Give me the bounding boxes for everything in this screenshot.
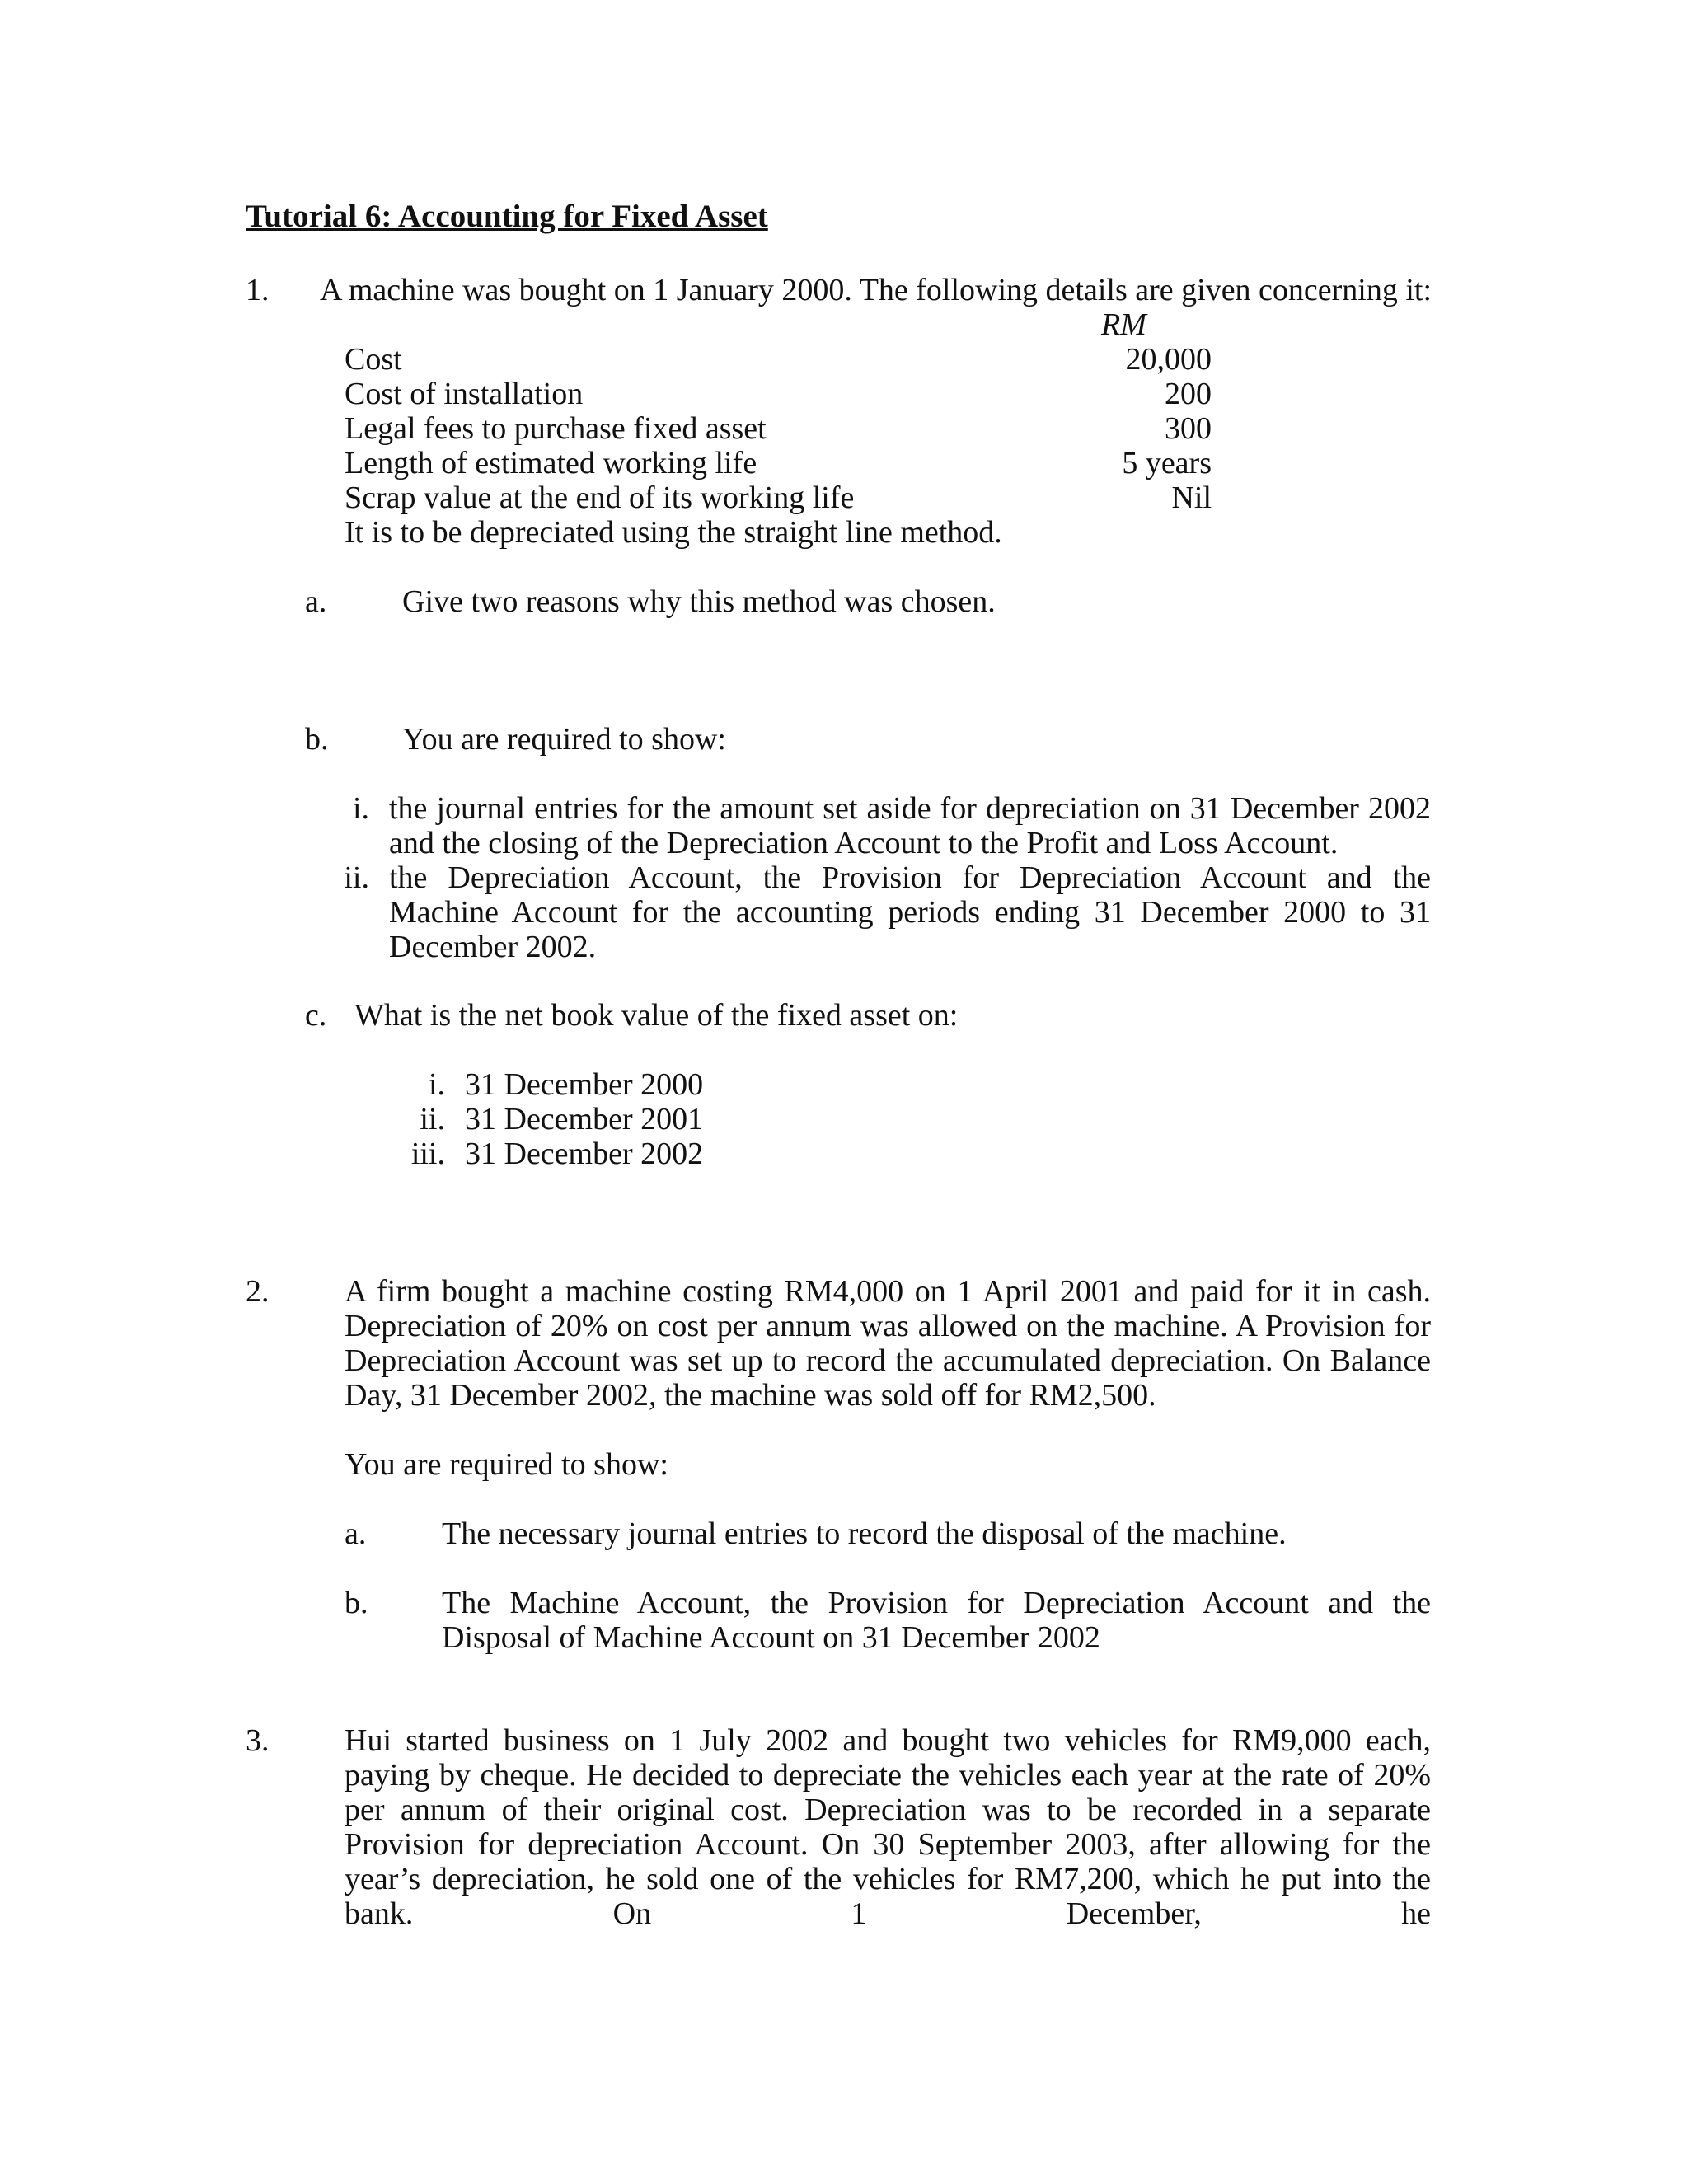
q2b-label: b. <box>345 1586 368 1620</box>
q1c-item-text: 31 December 2002 <box>465 1137 704 1171</box>
detail-value: 200 <box>1165 377 1212 411</box>
q2-required: You are required to show: <box>345 1447 668 1482</box>
q1c-item-number: i. <box>428 1067 445 1102</box>
detail-label: Cost <box>345 342 402 377</box>
page-title: Tutorial 6: Accounting for Fixed Asset <box>246 199 768 234</box>
q1c-label: c. <box>305 998 327 1033</box>
detail-value: 20,000 <box>1125 342 1212 377</box>
q2-number: 2. <box>246 1274 270 1309</box>
q1b-item-text: the Depreciation Account, the Provision for Depreciation Account and the Machine Account for the accounting periods ending 31 December 2000 to 31 December 2002. <box>389 860 1431 964</box>
q1-intro: A machine was bought on 1 January 2000. The following details are given concerning it: <box>320 273 1432 307</box>
detail-value: 5 years <box>1122 446 1212 480</box>
detail-value: Nil <box>1171 480 1212 515</box>
q2-text: A firm bought a machine costing RM4,000 on 1 April 2001 and paid for it in cash. Depreciation of 20% on cost per annum was allowed on the machine. A Provision for Depreciation Account was set up to record the accumulated depreciation. On Balance Day, 31 December 2002, the machine was sold off for RM2,500. <box>345 1274 1431 1413</box>
q1b-label: b. <box>305 722 329 757</box>
q3-number: 3. <box>246 1723 270 1758</box>
method-note: It is to be depreciated using the straight line method. <box>345 515 1002 550</box>
q1c-item-number: ii. <box>420 1102 445 1137</box>
q2a-label: a. <box>345 1516 367 1551</box>
q1b-item-text: the journal entries for the amount set aside for depreciation on 31 December 2002 and the closing of the Depreciation Account to the Profit and Loss Account. <box>389 791 1431 860</box>
q3-text: Hui started business on 1 July 2002 and bought two vehicles for RM9,000 each, paying by cheque. He decided to depreciate the vehicles each year at the rate of 20% per annum of their original cost. Depreciation was to be recorded in a separate Provision for depreciation Account. On 30 September 2003, after allowing for the year’s depreciation, he sold one of the vehicles for RM7,200, which he put into the bank. On 1 December, he <box>345 1723 1431 1931</box>
q1c-item-number: iii. <box>410 1137 445 1171</box>
q1b-item-number: i. <box>352 791 369 826</box>
q1a-label: a. <box>305 584 327 619</box>
q1c-item-text: 31 December 2000 <box>465 1067 704 1102</box>
q1b-item-number: ii. <box>344 860 369 895</box>
q1b-text: You are required to show: <box>402 722 726 757</box>
detail-label: Length of estimated working life <box>345 446 757 480</box>
q1c-item-text: 31 December 2001 <box>465 1102 704 1137</box>
q2a-text: The necessary journal entries to record the disposal of the machine. <box>442 1516 1287 1551</box>
detail-label: Legal fees to purchase fixed asset <box>345 411 767 446</box>
q2b-text: The Machine Account, the Provision for Depreciation Account and the Disposal of Machine Account on 31 December 2002 <box>442 1586 1431 1655</box>
detail-label: Scrap value at the end of its working life <box>345 480 855 515</box>
q1-number: 1. <box>246 273 270 307</box>
q1c-text: What is the net book value of the fixed asset on: <box>354 998 959 1033</box>
detail-value: 300 <box>1165 411 1212 446</box>
detail-label: Cost of installation <box>345 377 584 411</box>
q1a-text: Give two reasons why this method was chosen. <box>402 584 996 619</box>
currency-header: RM <box>1101 307 1146 342</box>
